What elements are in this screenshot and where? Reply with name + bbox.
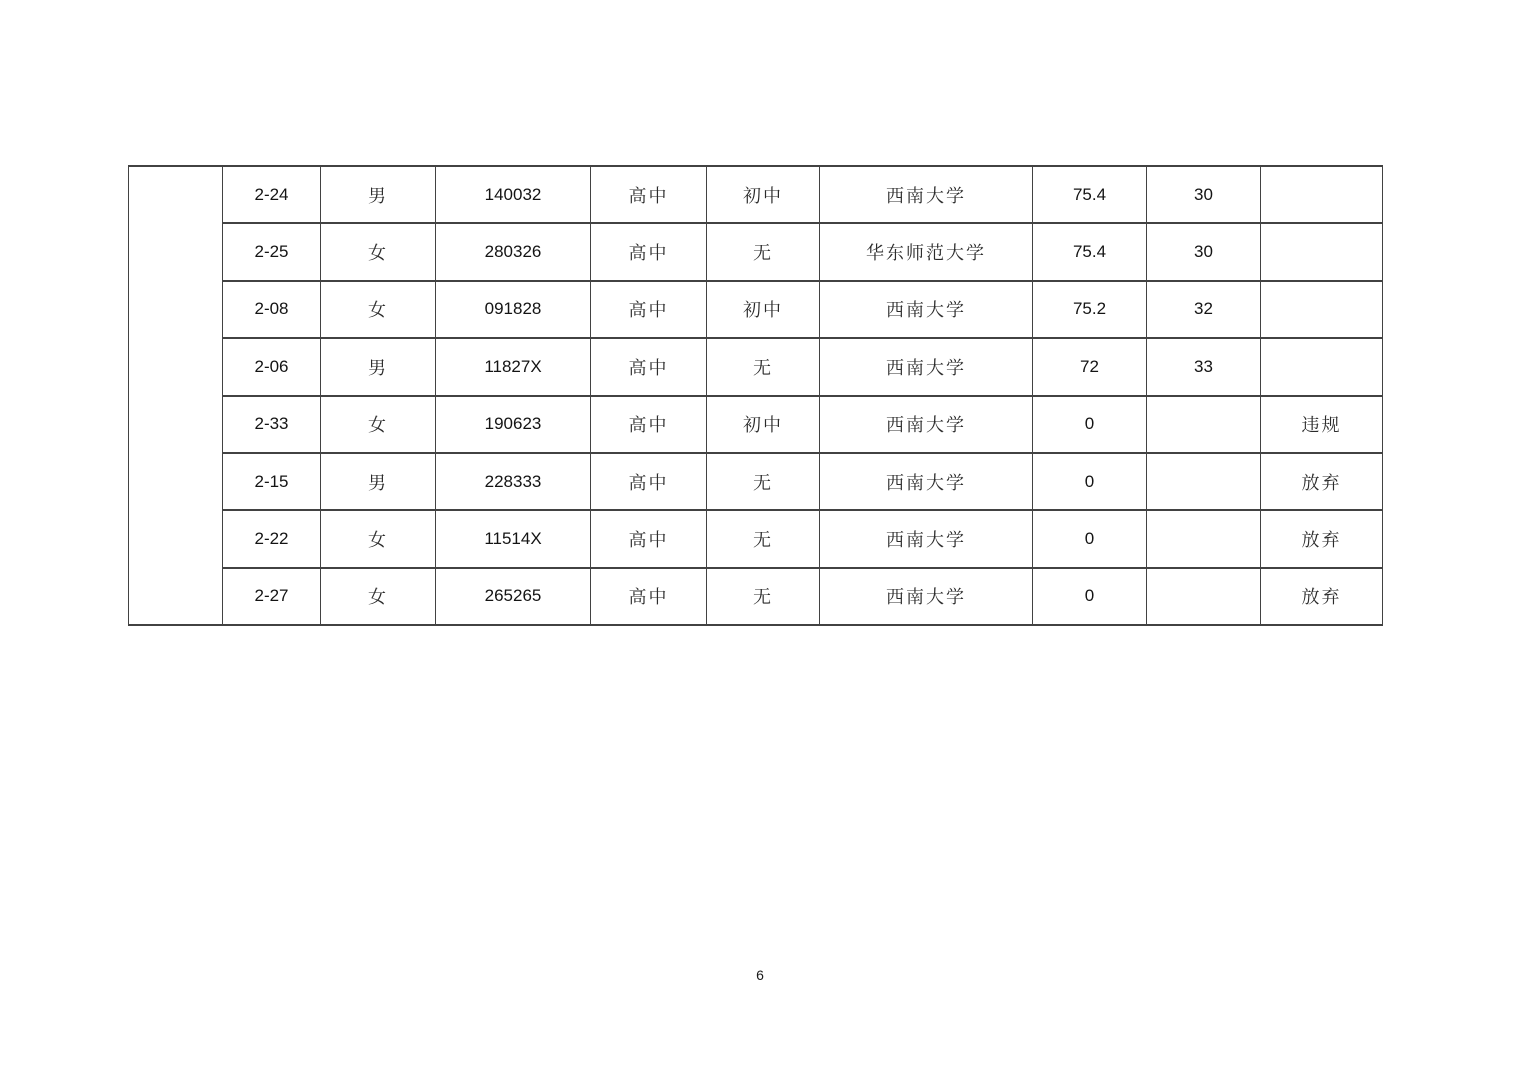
table-cell: 2-25 — [223, 223, 321, 280]
table-cell: 091828 — [436, 281, 591, 338]
table-cell: 西南大学 — [820, 453, 1033, 510]
table-cell: 2-24 — [223, 166, 321, 223]
table-cell: 女 — [321, 223, 436, 280]
table-cell — [1147, 453, 1261, 510]
table-cell: 30 — [1147, 166, 1261, 223]
table-cell: 2-06 — [223, 338, 321, 395]
table-cell: 75.4 — [1033, 223, 1147, 280]
table-cell: 初中 — [707, 396, 820, 453]
table-cell: 女 — [321, 510, 436, 567]
page-number: 6 — [756, 967, 764, 983]
table-row — [129, 166, 1383, 223]
table-cell: 190623 — [436, 396, 591, 453]
table-cell: 32 — [1147, 281, 1261, 338]
table-row — [129, 223, 1383, 280]
table-row — [129, 338, 1383, 395]
table-cell — [1147, 396, 1261, 453]
table-cell — [1261, 223, 1383, 280]
table-cell: 女 — [321, 281, 436, 338]
table-cell: 33 — [1147, 338, 1261, 395]
table-cell: 高中 — [591, 166, 707, 223]
table-cell — [1261, 281, 1383, 338]
table-cell: 0 — [1033, 568, 1147, 625]
merged-left-cell — [129, 166, 223, 625]
table-cell: 无 — [707, 568, 820, 625]
table-cell: 高中 — [591, 396, 707, 453]
table-cell: 72 — [1033, 338, 1147, 395]
table-cell: 华东师范大学 — [820, 223, 1033, 280]
table-cell — [1261, 166, 1383, 223]
table-cell: 11514X — [436, 510, 591, 567]
table-cell: 无 — [707, 453, 820, 510]
table-row — [129, 568, 1383, 625]
table-cell: 初中 — [707, 166, 820, 223]
table-cell: 高中 — [591, 510, 707, 567]
table-cell: 高中 — [591, 568, 707, 625]
table-cell: 高中 — [591, 281, 707, 338]
table-cell: 放弃 — [1261, 568, 1383, 625]
table-cell: 女 — [321, 396, 436, 453]
table-cell: 11827X — [436, 338, 591, 395]
table-row — [129, 453, 1383, 510]
table-cell: 西南大学 — [820, 166, 1033, 223]
table-cell: 2-15 — [223, 453, 321, 510]
table-cell: 放弃 — [1261, 510, 1383, 567]
table-cell: 违规 — [1261, 396, 1383, 453]
table-cell: 男 — [321, 453, 436, 510]
table-cell: 75.2 — [1033, 281, 1147, 338]
table-cell: 280326 — [436, 223, 591, 280]
table-cell: 高中 — [591, 453, 707, 510]
table-cell: 高中 — [591, 338, 707, 395]
table-cell: 西南大学 — [820, 338, 1033, 395]
table-cell: 无 — [707, 510, 820, 567]
table-row — [129, 510, 1383, 567]
table-cell: 无 — [707, 338, 820, 395]
table-cell: 女 — [321, 568, 436, 625]
table-cell: 0 — [1033, 510, 1147, 567]
table-cell: 初中 — [707, 281, 820, 338]
table-cell: 西南大学 — [820, 510, 1033, 567]
table-cell: 西南大学 — [820, 281, 1033, 338]
table-cell: 男 — [321, 166, 436, 223]
table-cell: 265265 — [436, 568, 591, 625]
table-cell: 75.4 — [1033, 166, 1147, 223]
table-cell: 0 — [1033, 396, 1147, 453]
table-row — [129, 281, 1383, 338]
table-cell — [1147, 510, 1261, 567]
table-row — [129, 396, 1383, 453]
table-cell: 放弃 — [1261, 453, 1383, 510]
table-cell: 高中 — [591, 223, 707, 280]
table-cell — [1147, 568, 1261, 625]
table-cell: 30 — [1147, 223, 1261, 280]
table-cell: 140032 — [436, 166, 591, 223]
table-cell: 0 — [1033, 453, 1147, 510]
candidates-table — [128, 165, 1383, 626]
table-cell: 2-33 — [223, 396, 321, 453]
table-cell: 2-08 — [223, 281, 321, 338]
table-body — [129, 166, 1383, 625]
table-cell: 西南大学 — [820, 396, 1033, 453]
table-cell: 2-27 — [223, 568, 321, 625]
table-cell — [1261, 338, 1383, 395]
table-cell: 男 — [321, 338, 436, 395]
table-cell: 228333 — [436, 453, 591, 510]
table-cell: 2-22 — [223, 510, 321, 567]
table-cell: 无 — [707, 223, 820, 280]
table-cell: 西南大学 — [820, 568, 1033, 625]
